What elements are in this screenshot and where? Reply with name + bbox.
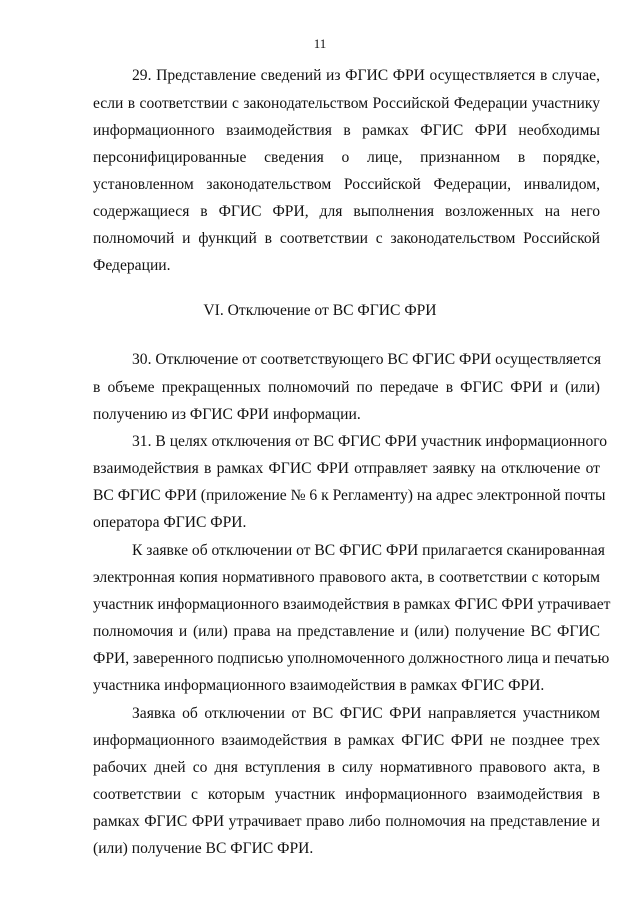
paragraph-31-line: взаимодействия в рамках ФГИС ФРИ отправляет заявку на отключение от	[93, 460, 600, 477]
paragraph-attachment-line: участника информационного взаимодействия в рамках ФГИС ФРИ.	[93, 677, 545, 694]
paragraph-29-line: персонифицированные сведения о лице, признанном в порядке,	[93, 149, 600, 166]
section-heading: VI. Отключение от ВС ФГИС ФРИ	[203, 302, 437, 319]
paragraph-request-line: соответствии с которым участник информационного взаимодействия в	[93, 786, 600, 803]
paragraph-30-line: 30. Отключение от соответствующего ВС ФГИС ФРИ осуществляется	[132, 351, 602, 368]
paragraph-31-line: ВС ФГИС ФРИ (приложение № 6 к Регламенту) на адрес электронной почты	[93, 487, 606, 504]
paragraph-30-line: получению из ФГИС ФРИ информации.	[93, 406, 361, 423]
paragraph-31-line: оператора ФГИС ФРИ.	[93, 514, 247, 531]
paragraph-request-line: (или) получение ВС ФГИС ФРИ.	[93, 840, 314, 857]
paragraph-attachment-line: участник информационного взаимодействия в рамках ФГИС ФРИ утрачивает	[93, 596, 611, 613]
paragraph-29-line: Федерации.	[93, 257, 171, 274]
paragraph-request-line: информационного взаимодействия в рамках ФГИС ФРИ не позднее трех	[93, 732, 600, 749]
paragraph-attachment-line: полномочия и (или) права на представление и (или) получение ВС ФГИС	[93, 623, 600, 640]
paragraph-attachment-line: ФРИ, заверенного подписью уполномоченного должностного лица и печатью	[93, 650, 610, 667]
paragraph-29-line: если в соответствии с законодательством Российской Федерации участнику	[93, 95, 600, 112]
paragraph-29-line: содержащиеся в ФГИС ФРИ, для выполнения возложенных на него	[93, 203, 600, 220]
paragraph-attachment-line: электронная копия нормативного правового акта, в соответствии с которым	[93, 569, 600, 586]
paragraph-29-line: полномочий и функций в соответствии с законодательством Российской	[93, 230, 600, 247]
paragraph-attachment-line: К заявке об отключении от ВС ФГИС ФРИ прилагается сканированная	[132, 542, 605, 559]
paragraph-31-line: 31. В целях отключения от ВС ФГИС ФРИ участник информационного	[132, 433, 608, 450]
paragraph-request-line: Заявка об отключении от ВС ФГИС ФРИ направляется участником	[132, 705, 600, 722]
paragraph-30-line: в объеме прекращенных полномочий по передаче в ФГИС ФРИ и (или)	[93, 379, 600, 396]
paragraph-29-line: 29. Представление сведений из ФГИС ФРИ осуществляется в случае,	[132, 67, 600, 84]
paragraph-29-line: информационного взаимодействия в рамках ФГИС ФРИ необходимы	[93, 122, 600, 139]
paragraph-request-line: рамках ФГИС ФРИ утрачивает право либо полномочия на представление и	[93, 813, 600, 830]
paragraph-29-line: установленном законодательством Российской Федерации, инвалидом,	[93, 176, 600, 193]
page-number: 11	[313, 36, 327, 51]
paragraph-request-line: рабочих дней со дня вступления в силу нормативного правового акта, в	[93, 759, 600, 776]
